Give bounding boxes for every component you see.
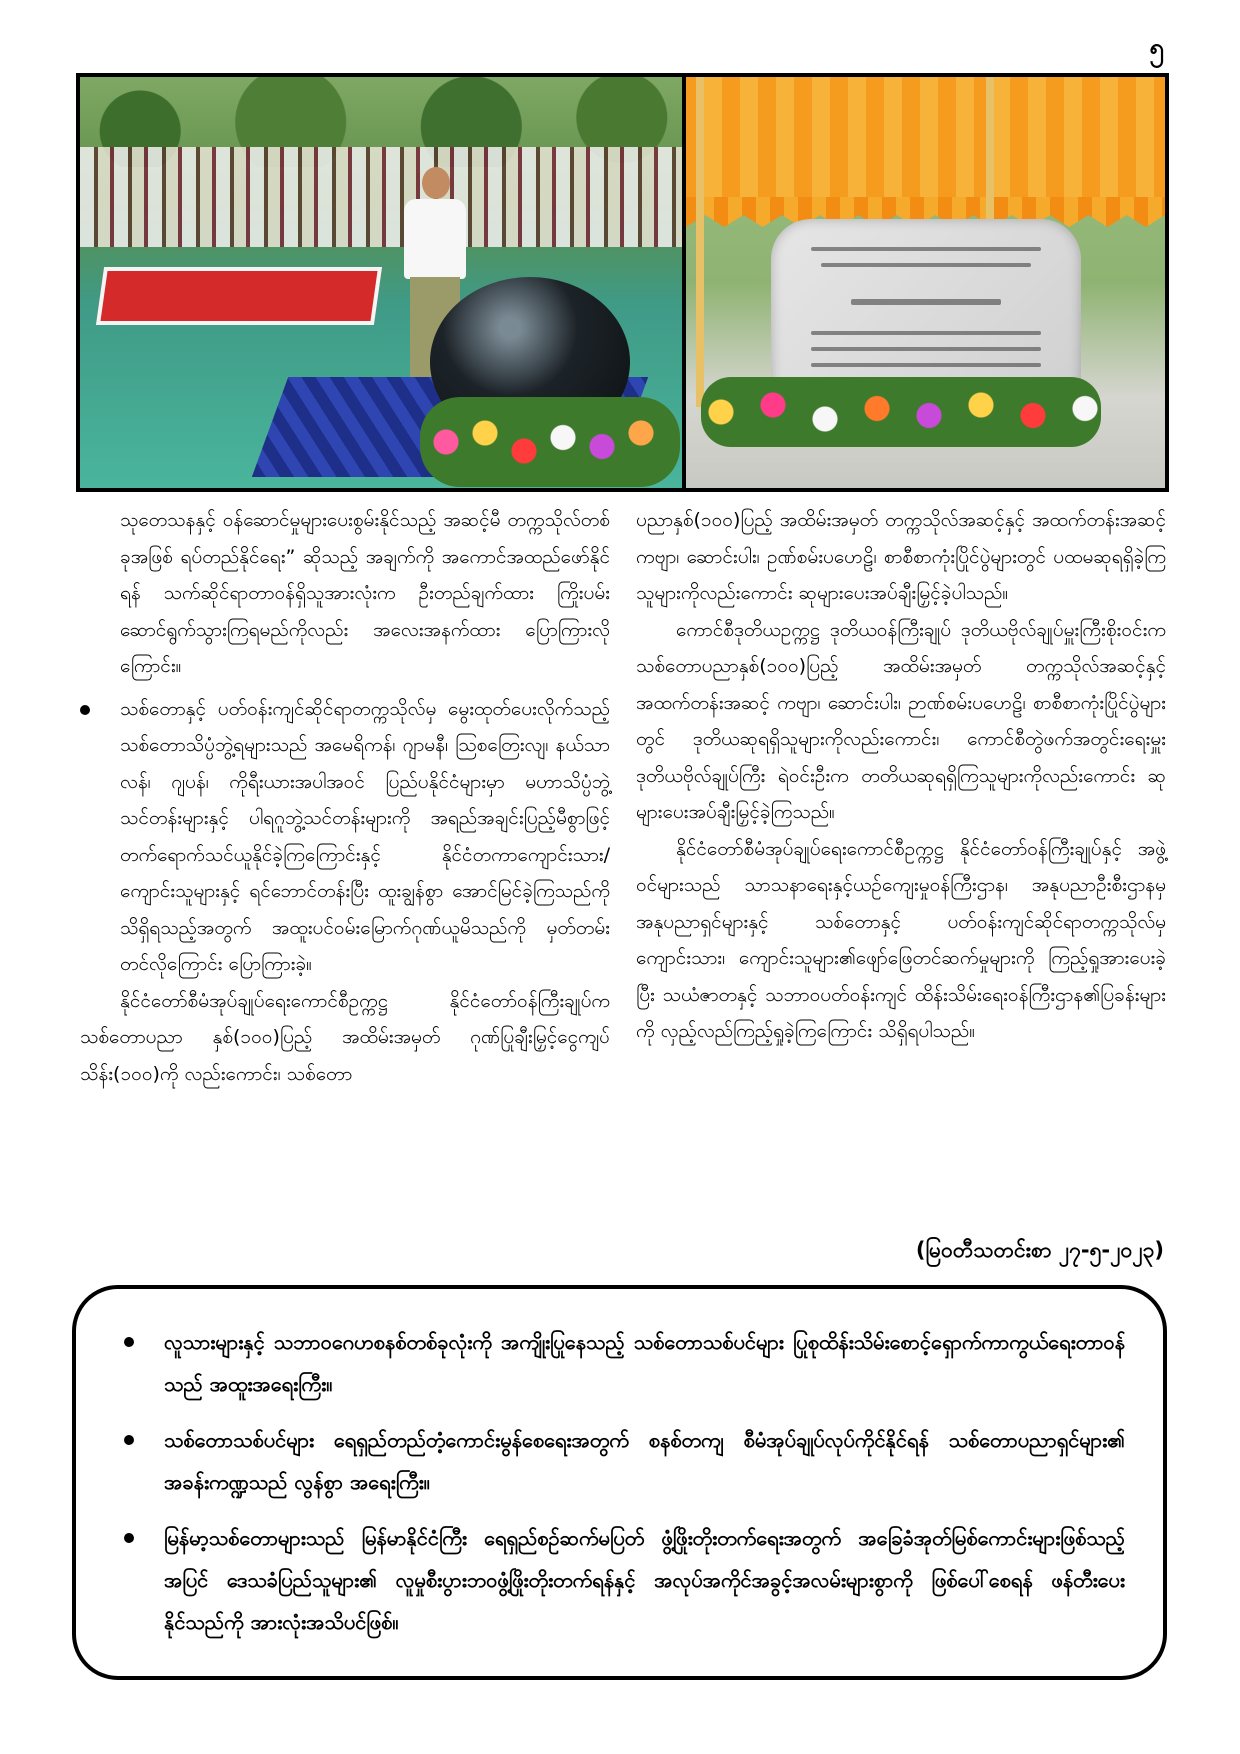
stone-inscription-line: [821, 263, 1031, 267]
memorial-stone-photo: [686, 77, 1165, 488]
stone-inscription-line: [811, 247, 1041, 251]
bullet-text: သစ်တောနှင့် ပတ်ဝန်းကျင်ဆိုင်ရာတက္ကသိုလ်မှ မွေးထုတ်ပေးလိုက်သည့် သစ်တောသိပ္ပံဘွဲ့ရများသည် အမေရိကန်၊ ဂျာမနီ၊ သြစတြေးလျ၊ နယ်သာလန်၊ ဂျပန်၊ ကိုရီးယားအပါအဝင် ပြည်ပနိုင်ငံများမှာ မဟာသိပ္ပံဘွဲ့သင်တန်းများနှင့် ပါရဂူဘွဲ့သင်တန်းများကို အရည်အချင်းပြည့်မီစွာဖြင့် တက်ရောက်သင်ယူနိုင်ခဲ့ကြကြောင်းနှင့် နိုင်ငံတကာကျောင်းသား/ကျောင်းသူများနှင့် ရင်ဘောင်တန်းပြီး ထူးချွန်စွာ အောင်မြင်ခဲ့ကြသည်ကို သိရှိရသည့်အတွက် အထူးပင်ဝမ်းမြောက်ဂုဏ်ယူမိသည်ကို မှတ်တမ်းတင်လိုကြောင်း ပြောကြားခဲ့။: [120, 697, 610, 975]
red-carpet: [96, 267, 382, 325]
summary-text: မြန်မာ့သစ်တောများသည် မြန်မာနိုင်ငံကြီး ရေရှည်စဉ်ဆက်မပြတ် ဖွံ့ဖြိုးတိုးတက်ရေးအတွက် အခြေခံအုတ်မြစ်ကောင်းများဖြစ်သည့်အပြင် ဒေသခံပြည်သူများ၏ လူမှုစီးပွားဘဝဖွံ့ဖြိုးတိုးတက်ရန်နှင့် အလုပ်အကိုင်အခွင့်အလမ်းများစွာကို ဖြစ်ပေါ်စေရန် ဖန်တီးပေးနိုင်သည်ကို အားလုံးအသိပင်ဖြစ်။: [164, 1526, 1125, 1634]
article-paragraph: နိုင်ငံတော်စီမံအုပ်ချုပ်ရေးကောင်စီဥက္ကဋ္ဌ နိုင်ငံတော်ဝန်ကြီးချုပ်နှင့် အဖွဲ့ဝင်များသည် သာသနာရေးနှင့်ယဉ်ကျေးမှုဝန်ကြီးဌာန၊ အနုပညာဦးစီးဌာနမှ အနုပညာရှင်များနှင့် သစ်တောနှင့် ပတ်ဝန်းကျင်ဆိုင်ရာတက္ကသိုလ်မှ ကျောင်းသား၊ ကျောင်းသူများ၏ဖျော်ဖြေတင်ဆက်မှုများကို ကြည့်ရှုအားပေးခဲ့ပြီး သယံဇာတနှင့် သဘာဝပတ်ဝန်းကျင် ထိန်းသိမ်းရေးဝန်ကြီးဌာန၏ပြခန်းများကို လှည့်လည်ကြည့်ရှုခဲ့ကြကြောင်း သိရှိရပါသည်။: [636, 837, 1166, 1042]
stone-inscription-line: [811, 363, 1041, 367]
summary-item: [116, 1321, 1125, 1405]
bullet-icon: [124, 1337, 134, 1347]
orange-canopy: [686, 77, 1165, 197]
summary-box: [72, 1285, 1167, 1680]
summary-item: [116, 1419, 1125, 1503]
ceremony-photo: [80, 77, 682, 488]
summary-text: သစ်တောသစ်ပင်များ ရေရှည်တည်တံ့ကောင်းမွန်စေရေးအတွက် စနစ်တကျ စီမံအုပ်ချုပ်လုပ်ကိုင်နိုင်ရန် သစ်တောပညာရှင်များ၏ အခန်းကဏ္ဍသည် လွန်စွာ အရေးကြီး။: [164, 1428, 1125, 1494]
bullet-icon: [124, 1435, 134, 1445]
flower-arrangement: [420, 397, 680, 487]
article-left-column: [80, 502, 610, 1092]
article-paragraph: ကောင်စီဒုတိယဥက္ကဋ္ဌ ဒုတိယဝန်ကြီးချုပ် ဒုတိယဗိုလ်ချုပ်မှူးကြီးစိုးဝင်းက သစ်တောပညာနှစ်(၁၀၀)ပြည့် အထိမ်းအမှတ် တက္ကသိုလ်အဆင့်နှင့် အထက်တန်းအဆင့် ကဗျာ၊ ဆောင်းပါး၊ ဉာဏ်စမ်းပဟေဠိ၊ စာစီစာကုံးပြိုင်ပွဲများတွင် ဒုတိယဆုရရှိသူများကိုလည်းကောင်း၊ ကောင်စီတွဲဖက်အတွင်းရေးမှူး ဒုတိယဗိုလ်ချုပ်ကြီး ရဲဝင်းဦးက တတိယဆုရရှိကြသူများကိုလည်းကောင်း ဆုများပေးအပ်ချီးမြှင့်ခဲ့ကြသည်။: [636, 618, 1166, 823]
article-right-column: [636, 502, 1166, 1050]
figure-head: [422, 167, 450, 199]
source-citation: (မြဝတီသတင်းစာ ၂၇-၅-၂၀၂၃): [915, 1238, 1164, 1262]
figure-shirt: [404, 199, 466, 279]
stone-inscription-line: [811, 347, 1041, 351]
stone-inscription-line: [811, 331, 1041, 335]
bullet-icon: [80, 705, 90, 715]
canopy-pole: [696, 77, 704, 407]
stone-inscription-title: [851, 299, 1001, 305]
bullet-icon: [124, 1533, 134, 1543]
article-paragraph: နိုင်ငံတော်စီမံအုပ်ချုပ်ရေးကောင်စီဥက္ကဋ္ဌ နိုင်ငံတော်ဝန်ကြီးချုပ်က သစ်တောပညာ နှစ်(၁၀၀)ပြည့် အထိမ်းအမှတ် ဂုဏ်ပြုချီးမြှင့်ငွေကျပ်သိန်း(၁၀၀)ကို လည်းကောင်း၊ သစ်တော: [80, 989, 610, 1085]
crowd-of-officials: [80, 147, 682, 247]
photo-strip: [76, 73, 1169, 492]
article-paragraph: သုတေသနနှင့် ဝန်ဆောင်မှုများပေးစွမ်းနိုင်သည့် အဆင့်မီ တက္ကသိုလ်တစ်ခုအဖြစ် ရပ်တည်နိုင်ရေး” ဆိုသည့် အချက်ကို အကောင်အထည်ဖော်နိုင်ရန် သက်ဆိုင်ရာတာဝန်ရှိသူအားလုံးက ဦးတည်ချက်ထား ကြိုးပမ်းဆောင်ရွက်သွားကြရမည်ကိုလည်း အလေးအနက်ထား ပြောကြားလိုကြောင်း။: [120, 509, 610, 677]
article-paragraph: ပညာနှစ်(၁၀၀)ပြည့် အထိမ်းအမှတ် တက္ကသိုလ်အဆင့်နှင့် အထက်တန်းအဆင့် ကဗျာ၊ ဆောင်းပါး၊ ဥဏ်စမ်းပဟေဠိ၊ စာစီစာကုံးပြိုင်ပွဲများတွင် ပထမဆုရရှိခဲ့ကြသူများကိုလည်းကောင်း ဆုများပေးအပ်ချီးမြှင့်ခဲ့ပါသည်။: [636, 509, 1166, 604]
flower-bed: [701, 377, 1101, 447]
article-bullet-paragraph: [80, 691, 610, 983]
summary-item: [116, 1517, 1125, 1643]
summary-text: လူသားများနှင့် သဘာဝဂေဟစနစ်တစ်ခုလုံးကို အကျိုးပြုနေသည့် သစ်တောသစ်ပင်များ ပြုစုထိန်းသိမ်းစောင့်ရှောက်ကာကွယ်ရေးတာဝန်သည် အထူးအရေးကြီး။: [164, 1330, 1125, 1396]
page-number: ၅: [1149, 33, 1164, 63]
